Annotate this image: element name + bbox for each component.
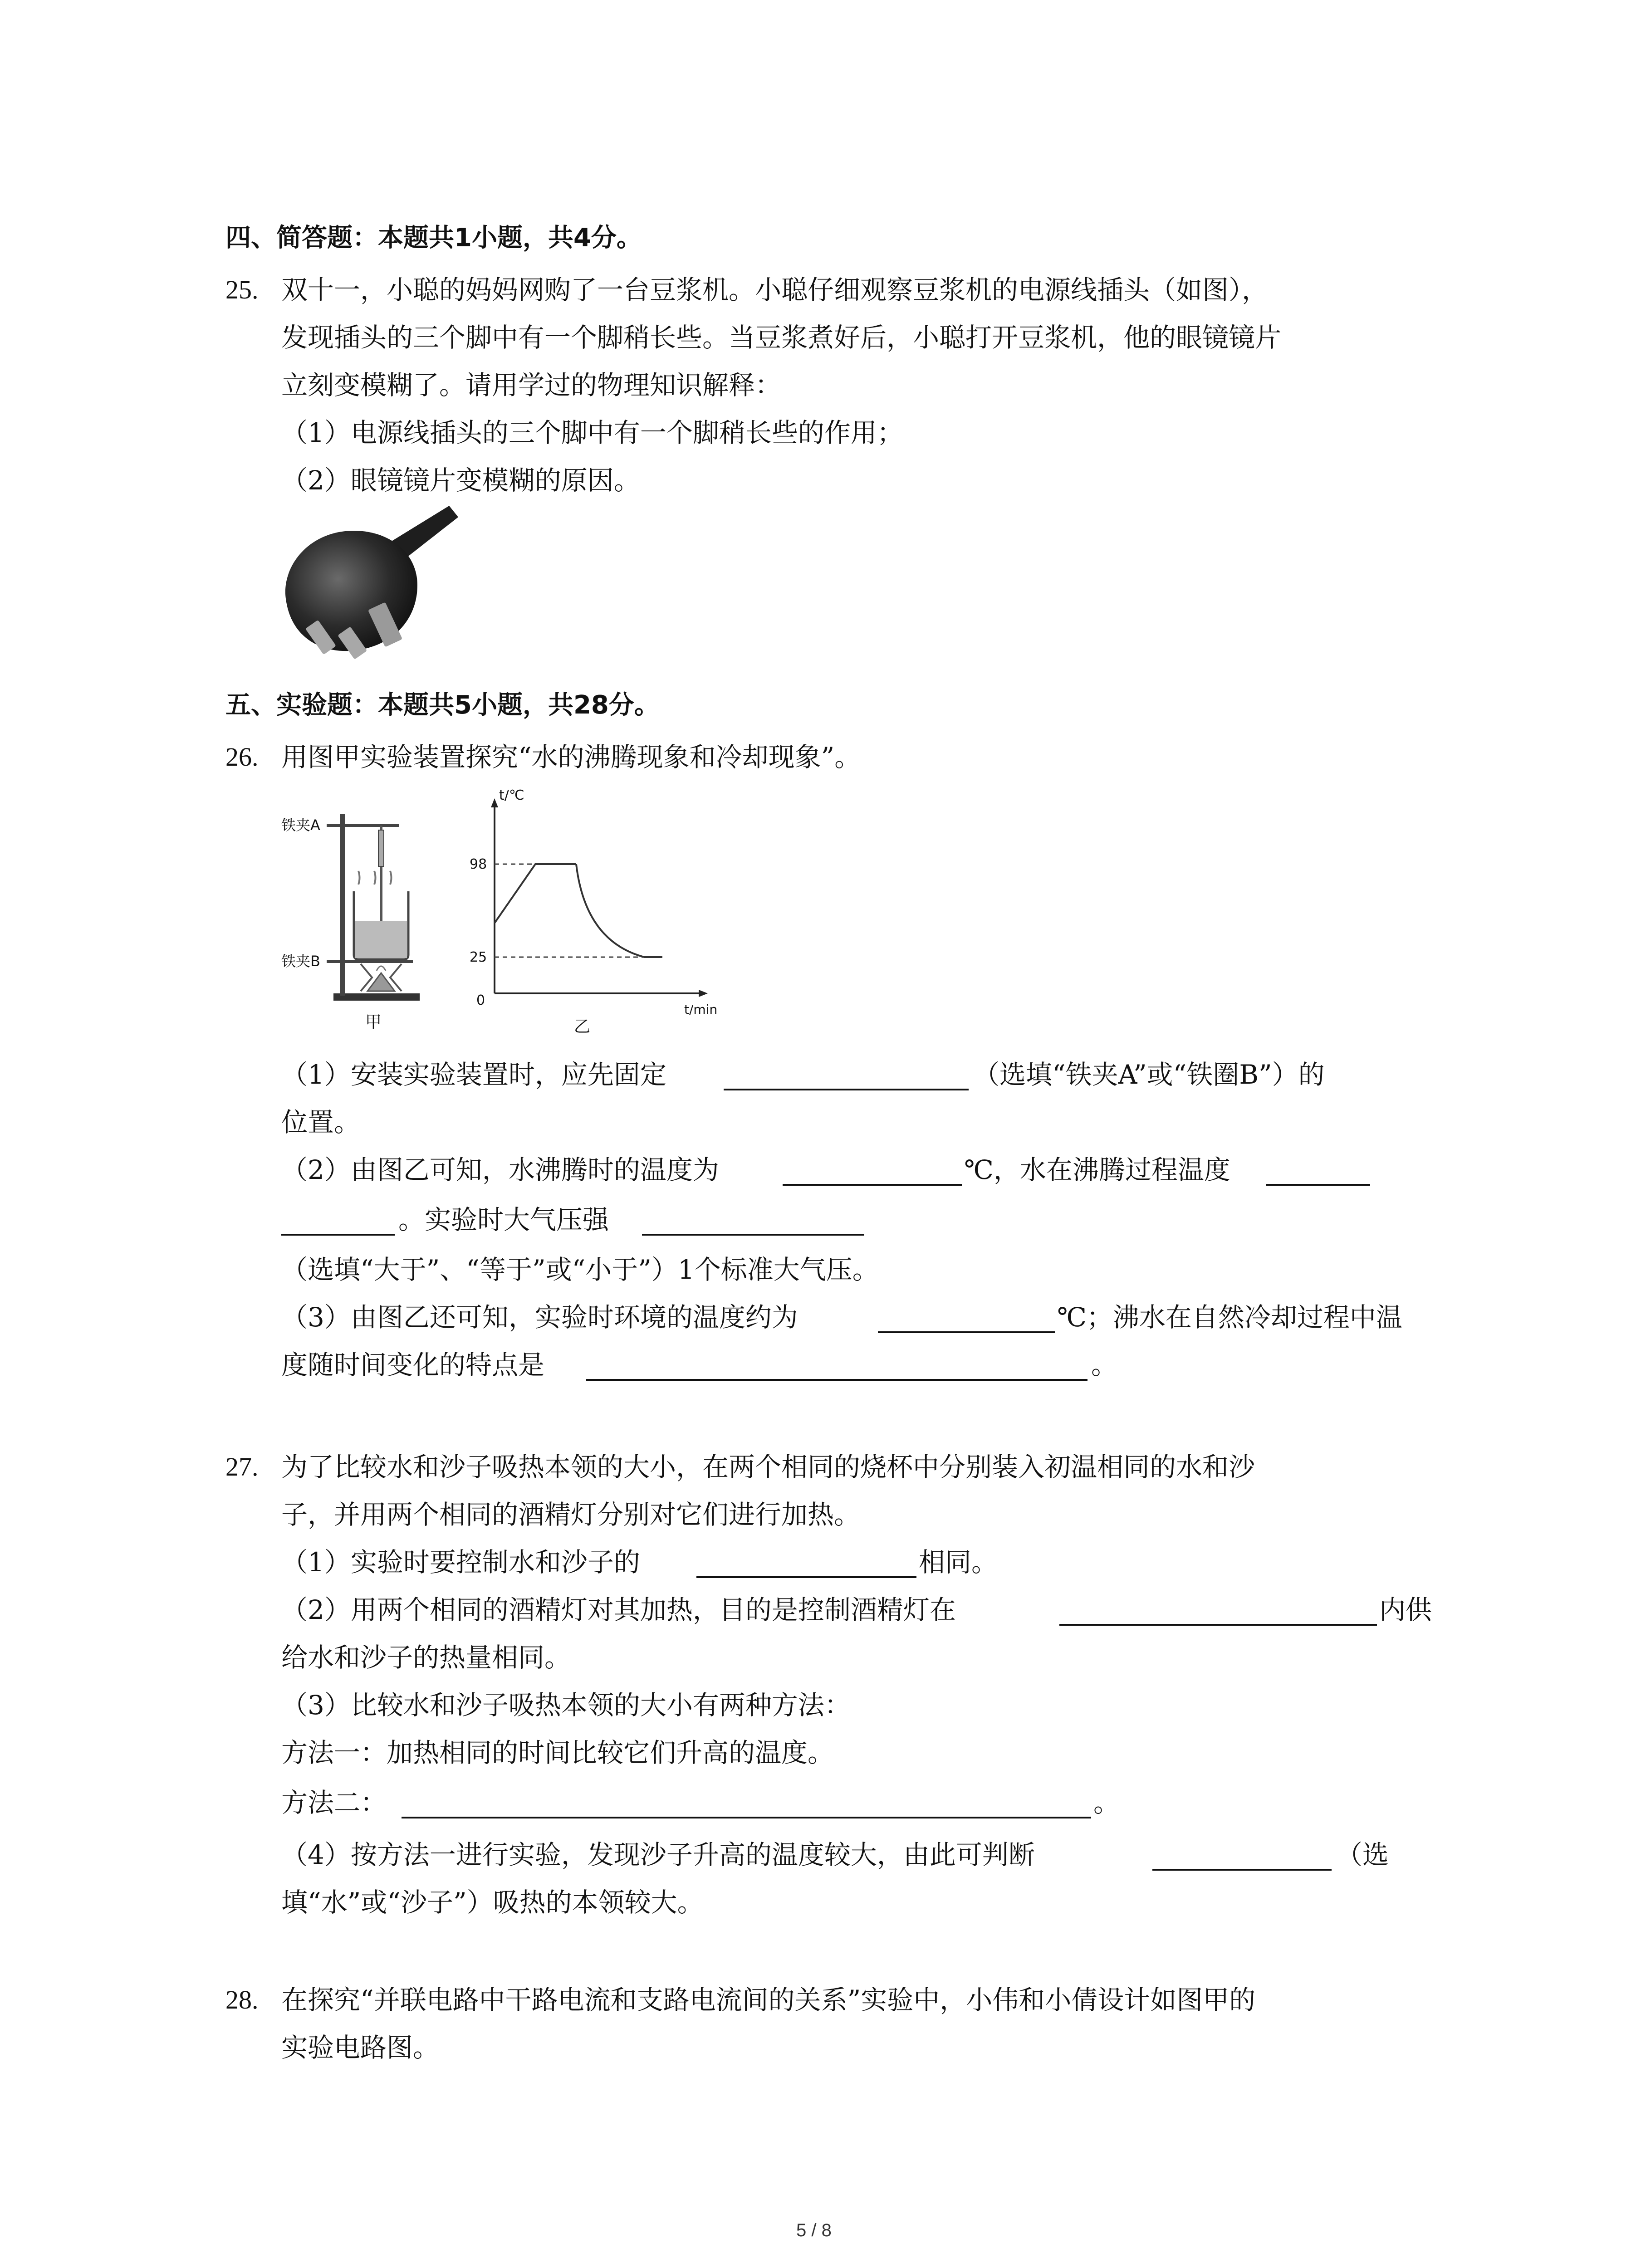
page-number: 5 / 8 xyxy=(796,2220,832,2240)
q26-blank-6[interactable] xyxy=(586,1379,1087,1381)
q26-blank-1[interactable] xyxy=(724,1089,969,1090)
origin-label: 0 xyxy=(476,992,485,1008)
tick-25: 25 xyxy=(470,949,487,965)
q27-method-2-end: 。 xyxy=(1093,1787,1120,1818)
q25-number: 25. xyxy=(225,275,259,304)
q27-blank-1[interactable] xyxy=(696,1576,916,1578)
caption-jia: 甲 xyxy=(365,1013,382,1031)
q27-s2-b: 内供 xyxy=(1379,1594,1432,1625)
q27-s4-b: （选 xyxy=(1336,1839,1389,1870)
q27-s1-b: 相同。 xyxy=(919,1547,998,1578)
q26-blank-4[interactable] xyxy=(642,1234,864,1236)
figure-jia-apparatus xyxy=(281,798,426,1039)
figure-yi-graph xyxy=(463,787,726,1039)
q25-line-1: 双十一，小聪的妈妈网购了一台豆浆机。小聪仔细观察豆浆机的电源线插头（如图）， xyxy=(281,274,1269,305)
q26-s2-a: （2）由图乙可知，水沸腾时的温度为 xyxy=(281,1154,719,1185)
q26-s2-c: 。实验时大气压强 xyxy=(398,1204,609,1235)
q26-s1-a: （1）安装实验装置时，应先固定 xyxy=(281,1059,666,1090)
q28-line-2: 实验电路图。 xyxy=(281,2032,440,2063)
q27-number: 27. xyxy=(225,1452,259,1481)
x-axis-label: t/min xyxy=(684,1002,718,1017)
label-clamp-a: 铁夹A xyxy=(281,816,320,834)
label-ring-b: 铁夹B xyxy=(281,953,320,970)
y-axis-label: t/℃ xyxy=(499,787,524,803)
section-5-title: 五、实验题：本题共5小题，共28分。 xyxy=(225,690,660,720)
q26-s2-b: ℃，水在沸腾过程温度 xyxy=(964,1154,1230,1185)
q27-line-2: 子，并用两个相同的酒精灯分别对它们进行加热。 xyxy=(281,1499,861,1530)
q27-method-1: 方法一：加热相同的时间比较它们升高的温度。 xyxy=(281,1737,834,1768)
q25-sub-1: （1）电源线插头的三个脚中有一个脚稍长些的作用； xyxy=(281,417,903,448)
q25-line-2: 发现插头的三个脚中有一个脚稍长些。当豆浆煮好后，小聪打开豆浆机，他的眼镜镜片 xyxy=(281,322,1282,353)
q26-s3-b: ℃；沸水在自然冷却过程中温 xyxy=(1057,1302,1402,1333)
caption-yi: 乙 xyxy=(574,1017,591,1036)
q27-blank-4[interactable] xyxy=(1152,1869,1332,1871)
q25-line-3: 立刻变模糊了。请用学过的物理知识解释： xyxy=(281,370,782,401)
q27-s4-c: 填“水”或“沙子”）吸热的本领较大。 xyxy=(281,1887,704,1918)
q26-blank-2[interactable] xyxy=(783,1184,962,1186)
q26-blank-3b[interactable] xyxy=(281,1234,395,1236)
q26-s3-a: （3）由图乙还可知，实验时环境的温度约为 xyxy=(281,1302,798,1333)
q27-blank-2[interactable] xyxy=(1059,1624,1377,1626)
q27-s4-a: （4）按方法一进行实验，发现沙子升高的温度较大，由此可判断 xyxy=(281,1839,1035,1870)
q27-method-2-label: 方法二： xyxy=(281,1787,387,1818)
q27-s3: （3）比较水和沙子吸热本领的大小有两种方法： xyxy=(281,1690,851,1721)
q27-s1-a: （1）实验时要控制水和沙子的 xyxy=(281,1547,640,1578)
q26-s3-d: 。 xyxy=(1091,1349,1118,1380)
q26-s1-c: 位置。 xyxy=(281,1107,361,1138)
q26-number: 26. xyxy=(225,742,259,772)
q26-s3-c: 度随时间变化的特点是 xyxy=(281,1349,545,1380)
q26-s1-b: （选填“铁夹A”或“铁圈B”）的 xyxy=(973,1059,1325,1090)
q25-sub-2: （2）眼镜镜片变模糊的原因。 xyxy=(281,465,640,496)
tick-98: 98 xyxy=(470,856,487,872)
q27-s2-a: （2）用两个相同的酒精灯对其加热，目的是控制酒精灯在 xyxy=(281,1594,956,1625)
q28-line-1: 在探究“并联电路中干路电流和支路电流间的关系”实验中，小伟和小倩设计如图甲的 xyxy=(281,1984,1256,2015)
q26-s2-d: （选填“大于”、“等于”或“小于”）1个标准大气压。 xyxy=(281,1254,879,1285)
q27-s2-c: 给水和沙子的热量相同。 xyxy=(281,1642,571,1673)
q26-blank-3a[interactable] xyxy=(1266,1184,1370,1186)
section-4-title: 四、简答题：本题共1小题，共4分。 xyxy=(225,223,642,253)
q27-line-1: 为了比较水和沙子吸热本领的大小，在两个相同的烧杯中分别装入初温相同的水和沙 xyxy=(281,1452,1255,1482)
q26-blank-5[interactable] xyxy=(878,1331,1055,1333)
q27-blank-3[interactable] xyxy=(402,1817,1091,1818)
q28-number: 28. xyxy=(225,1985,259,2014)
power-plug-image xyxy=(277,499,467,662)
q26-stem: 用图甲实验装置探究“水的沸腾现象和冷却现象”。 xyxy=(281,742,861,772)
